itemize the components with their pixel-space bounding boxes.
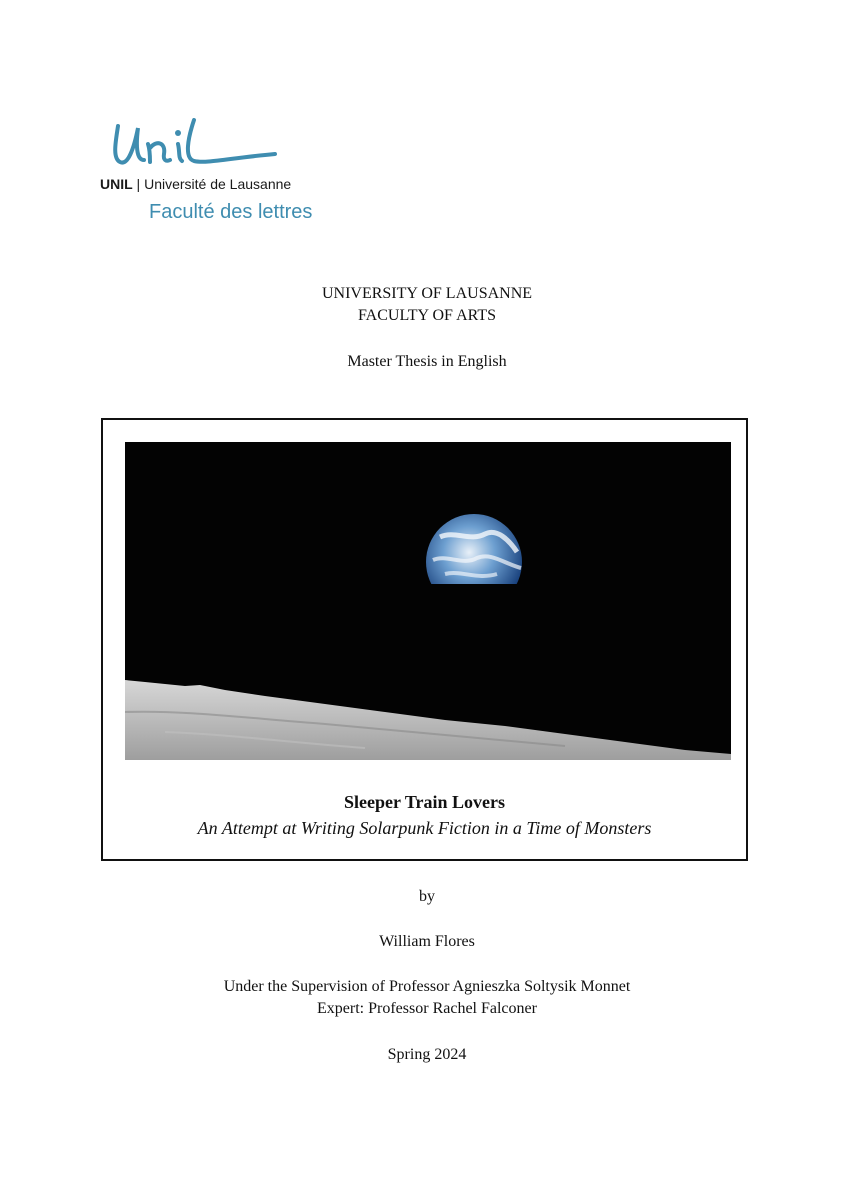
logo-university-rest: | Université de Lausanne [132, 176, 292, 192]
university-name: UNIVERSITY OF LAUSANNE [321, 285, 533, 302]
thesis-title: Sleeper Train Lovers [344, 792, 505, 812]
unil-logo [100, 118, 340, 228]
logo-unil-bold: UNIL [100, 176, 133, 192]
unil-script-logo [110, 118, 280, 174]
earthrise-illustration [125, 442, 731, 760]
by-label: by [419, 888, 435, 905]
logo-university-name [100, 176, 291, 192]
date-line: Spring 2024 [387, 1046, 467, 1063]
thesis-subtitle: An Attempt at Writing Solarpunk Fiction in a Time of Monsters [197, 818, 652, 838]
expert-line: Expert: Professor Rachel Falconer [317, 1000, 537, 1017]
cover-frame [101, 418, 748, 861]
supervisor-line: Under the Supervision of Professor Agnieszka Soltysik Monnet [223, 978, 631, 995]
faculty-name: FACULTY OF ARTS [357, 307, 497, 324]
thesis-type: Master Thesis in English [347, 353, 507, 370]
author-name: William Flores [379, 933, 475, 950]
logo-faculty-name: Faculté des lettres [149, 201, 313, 223]
earthrise-photo [125, 442, 731, 760]
